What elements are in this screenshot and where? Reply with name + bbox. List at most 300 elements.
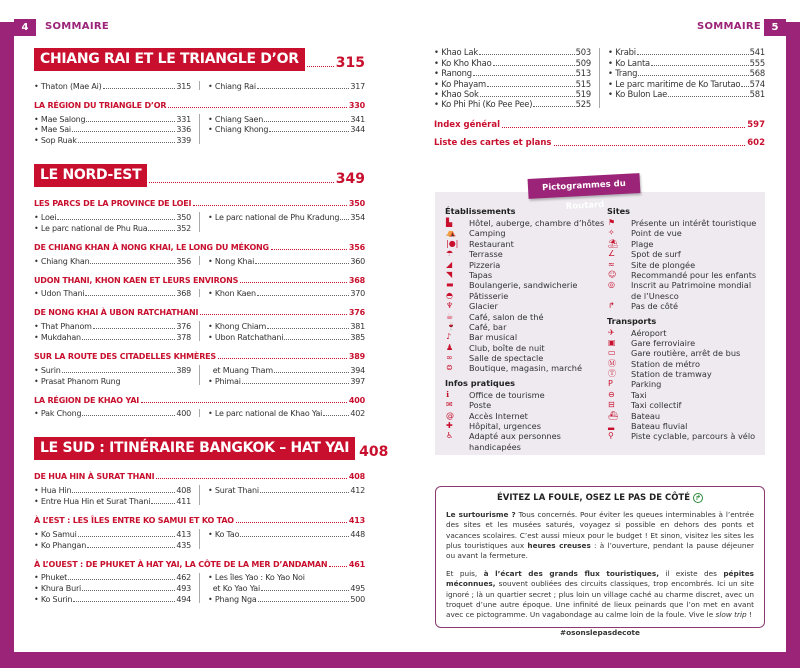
toc-entry[interactable] (34, 113, 191, 124)
toc-entry-page: 493 (176, 584, 191, 594)
toc-column-left (34, 364, 191, 386)
legend-item (607, 228, 756, 238)
toc-entry[interactable] (208, 572, 365, 583)
legend-item (607, 260, 756, 270)
train-icon: ▣ (608, 337, 616, 347)
dot-leader (193, 205, 347, 206)
toc-entry[interactable] (34, 320, 191, 331)
toc-column-left (434, 47, 591, 109)
callout-paragraph: Et puis, à l’écart des grands flux touristiques, il existe des pépites méconnues, souvent oubliées des circuits classiques, trop encombrés. Ici un site ignoré ; là un quartier secret ; plus loin un village caché au charme discret, avec un troquet d’une autre époque. Une infinité de lieux peinards que l’on met en avant avec ce pictogramme. Un vagabondage au calme loin de la foule. Vive le slow trip ! (446, 569, 754, 620)
toc-entry[interactable] (34, 331, 191, 342)
toc-column-left (34, 255, 191, 266)
legend-item (445, 270, 604, 280)
toc-columns (34, 408, 365, 419)
dot-leader (240, 536, 349, 537)
region-title: LA RÉGION DU TRIANGLE D’OR (34, 100, 167, 110)
dot-leader (78, 536, 176, 537)
toc-entry-text: et Ko Yao Yai (212, 584, 261, 594)
toc-entry-label: • Le parc national de Phu Rua (34, 223, 148, 233)
toc-entry-label: • Ranong (434, 68, 472, 79)
club-icon: ♟ (446, 342, 454, 352)
toc-entry[interactable] (208, 375, 365, 386)
table-of-contents-left (34, 48, 389, 611)
legend-item (445, 411, 604, 421)
toc-entry[interactable] (434, 47, 591, 57)
legend-item (607, 291, 756, 301)
legend-item (607, 239, 756, 249)
chapter-title: LE SUD : ITINÉRAIRE BANGKOK – HAT YAI (34, 437, 355, 460)
toc-entry-page: 509 (575, 57, 591, 68)
toc-entry-label: • Udon Thani (34, 289, 85, 299)
toc-entry-label: • That Phanom (34, 322, 92, 332)
legend-item (445, 332, 604, 342)
toc-entry-label: • Hua Hin (34, 486, 72, 496)
legend-label: Hôpital, urgences (469, 421, 541, 432)
toc-entry-text: Hua Hin (40, 486, 72, 496)
legend-item (445, 363, 604, 373)
dot-leader (257, 88, 349, 89)
toc-entry-page: 378 (176, 332, 191, 342)
toc-column-left (34, 80, 191, 91)
dot-leader (340, 219, 349, 220)
toc-entry[interactable] (208, 528, 365, 539)
column-divider (199, 81, 200, 90)
chapter-page: 349 (335, 171, 365, 188)
toc-entry[interactable] (34, 211, 191, 222)
toc-entry-label: • Mae Sai (34, 125, 71, 135)
dot-leader (267, 328, 349, 329)
tapas-icon: ◥ (446, 269, 453, 279)
legend-label: Aéroport (631, 327, 667, 338)
region-title: DE NONG KHAI À UBON RATCHATHANI (34, 308, 199, 318)
chapter-heading[interactable] (34, 48, 365, 71)
callout-hashtag: #osonslepasdecote (560, 628, 640, 638)
toc-column-right (208, 211, 365, 233)
restaurant-icon: |●| (446, 238, 459, 248)
toc-entry[interactable] (208, 124, 365, 135)
toc-entry-page: 356 (176, 256, 191, 266)
toc-column-right (208, 364, 365, 386)
toc-entry-text: Ko Phayam (441, 78, 487, 89)
legend-item (607, 348, 756, 358)
dot-leader (93, 328, 176, 329)
toc-entry[interactable] (208, 113, 365, 124)
dot-leader (479, 54, 575, 55)
toc-entry-text: Nong Khai (214, 256, 255, 266)
legend-label: Poste (469, 400, 492, 411)
dot-leader (329, 566, 346, 567)
toc-column-right (208, 80, 365, 91)
legend-item (445, 280, 604, 290)
legend-item (607, 280, 756, 290)
legend-item (445, 239, 604, 249)
legend-label: Pizzeria (469, 259, 501, 270)
toc-entry[interactable] (34, 528, 191, 539)
toc-entry[interactable] (434, 78, 591, 88)
toc-entry-page: 385 (350, 332, 365, 342)
toc-entry[interactable] (34, 484, 191, 495)
toc-entry[interactable] (208, 288, 365, 299)
column-divider (199, 289, 200, 298)
toc-entry-page: 462 (176, 573, 191, 583)
region-heading[interactable] (34, 393, 365, 405)
toc-entry[interactable] (208, 331, 365, 342)
dot-leader (284, 339, 349, 340)
dot-leader (638, 75, 748, 76)
legend-heading: Sites (607, 206, 631, 216)
spacer (34, 425, 365, 437)
region-heading[interactable] (34, 196, 365, 208)
toc-entry-page: 500 (350, 594, 365, 604)
legend-item (445, 400, 604, 410)
legend-label: Site de plongée (631, 259, 696, 270)
toc-entry[interactable] (34, 255, 191, 266)
music-icon: ♪ (446, 332, 452, 342)
no-icon (607, 291, 631, 301)
toc-entry-page: 389 (176, 365, 191, 375)
toc-column-right (208, 408, 365, 419)
tram-icon: Ⓣ (608, 369, 616, 379)
toc-entry-label: • Chiang Rai (208, 81, 256, 91)
toc-entry-text: Thaton (Mae Ai) (40, 81, 102, 91)
toc-column-right (208, 320, 365, 342)
toc-entry[interactable] (608, 47, 765, 57)
region-page: 356 (348, 242, 365, 252)
spacer (34, 152, 365, 164)
toc-entry-label: • Ubon Ratchathani (208, 332, 284, 342)
toc-entry[interactable] (34, 495, 191, 506)
dot-leader (236, 522, 347, 523)
callout-box (435, 486, 765, 638)
region-heading[interactable] (34, 240, 365, 252)
tea-icon: ☕ (446, 311, 454, 321)
legend-label: Terrasse (469, 249, 503, 260)
region-heading[interactable] (34, 273, 365, 285)
toc-entry-page: 381 (350, 322, 365, 332)
legend-label: Piste cyclable, parcours à vélo (631, 431, 756, 442)
legend-item (607, 301, 756, 311)
toc-column-right (208, 484, 365, 506)
terrace-icon: ☂ (446, 249, 454, 259)
dot-leader (90, 263, 175, 264)
legend-label: Café, bar (469, 321, 507, 332)
toc-entry-label: • Ko Bulon Lae (608, 88, 668, 99)
toc-entry-text: Ko Phi Phi (Ko Pee Pee) (441, 99, 533, 110)
running-head-right: SOMMAIRE (697, 21, 761, 32)
chapter-heading[interactable] (34, 164, 365, 187)
toc-entry[interactable] (34, 288, 191, 299)
legend-label: Spot de surf (631, 249, 681, 260)
legend-label: Taxi collectif (631, 400, 682, 411)
toc-entry-label: • Khao Lak (434, 47, 478, 58)
toc-entry[interactable] (608, 68, 765, 78)
toc-entry[interactable] (34, 364, 191, 375)
toc-columns (34, 255, 365, 266)
legend-item (607, 379, 756, 389)
legend-item (445, 442, 604, 452)
region-heading[interactable] (34, 349, 365, 361)
dot-leader (637, 54, 749, 55)
dot-leader (651, 65, 749, 66)
toc-entry-page: 494 (176, 594, 191, 604)
shared-taxi-icon: ⊟ (608, 400, 615, 410)
legend-label: Présente un intérêt touristique (631, 218, 757, 228)
toc-entry-page: 513 (575, 68, 591, 79)
legend-label: Salle de spectacle (469, 353, 544, 364)
legend-item (607, 369, 756, 379)
region-heading[interactable] (34, 513, 365, 525)
dot-leader (493, 65, 575, 66)
toc-entry-text: Chiang Saen (214, 114, 264, 124)
legend-item (607, 359, 756, 369)
dot-leader (307, 66, 334, 67)
toc-entry-text: Phimai (214, 376, 241, 386)
column-divider (199, 529, 200, 549)
wheelchair-icon: ♿ (446, 431, 454, 441)
dot-leader (554, 145, 746, 146)
toc-entry-page: 503 (575, 47, 591, 58)
toc-entry-text: Loei (40, 212, 57, 222)
legend-label: Office de tourisme (469, 389, 545, 400)
toc-entry-text: Phang Nga (214, 594, 257, 604)
toc-entry-label: • Les îles Yao : Ko Yao Noi (208, 573, 305, 583)
legend-item (445, 312, 604, 322)
hotel-icon: ▙ (446, 218, 453, 227)
toc-entry-label: • Ko Kho Khao (434, 57, 492, 68)
dot-leader (78, 142, 176, 143)
toc-entry-page: 352 (176, 223, 191, 233)
dot-leader (57, 219, 175, 220)
legend-item (607, 270, 756, 280)
toc-entry[interactable] (608, 78, 765, 88)
toc-entry[interactable] (434, 68, 591, 78)
toc-entry[interactable] (434, 99, 591, 109)
legend-item (445, 343, 604, 353)
toc-entry-page: 344 (350, 125, 365, 135)
callout-paragraph: Le surtourisme ? Tous concernés. Pour éviter les queues interminables à l’entrée des sites et les musées saturés, voyagez si possible en dehors des ponts et vacances scolaires. C’est aussi mieux pour le budget ! Et sinon, visitez les sites les plus touristiques aux heures creuses : à l’ouverture, pendant la pause déjeuner ou avant la fermeture. (446, 510, 754, 561)
toc-column-right (208, 255, 365, 266)
toc-entry-label: • Sop Ruak (34, 136, 77, 146)
legend-label: Station de tramway (631, 369, 712, 380)
column-divider (199, 114, 200, 144)
index-page: 602 (747, 138, 765, 149)
region-page: 408 (348, 472, 365, 482)
toc-entry-label: • Loei (34, 212, 57, 222)
toc-entry[interactable] (34, 582, 191, 593)
legend-label: Pâtisserie (469, 290, 509, 301)
toc-entry-label: • Khura Buri (34, 584, 82, 594)
viewpoint-icon: ✧ (608, 228, 615, 238)
toc-entry-label: • Nong Khai (208, 256, 255, 266)
toc-entry-label: • Chiang Khong (208, 125, 269, 135)
legend-item (445, 260, 604, 270)
toc-entry[interactable] (34, 539, 191, 550)
toc-entry-text: Phuket (40, 573, 68, 583)
legend-label: Parking (631, 379, 662, 390)
toc-entry-text: Khong Chiam (214, 322, 267, 332)
legend-label: Gare ferroviaire (631, 337, 696, 348)
legend-heading: Transports (607, 315, 657, 326)
taxi-icon: ⊖ (608, 389, 615, 399)
toc-entry-text: Sop Ruak (40, 136, 77, 146)
region-title: DE CHIANG KHAN À NONG KHAI, LE LONG DU MÉKONG (34, 242, 269, 252)
toc-entry-text: Prasat Phanom Rung (40, 376, 121, 386)
toc-entry[interactable] (434, 57, 591, 67)
no-icon (445, 442, 469, 452)
toc-entry[interactable] (434, 89, 591, 99)
dot-leader (168, 107, 347, 108)
region-heading[interactable] (34, 557, 365, 569)
toc-entry-label: • Mae Salong (34, 114, 86, 124)
toc-entry[interactable] (208, 80, 365, 91)
toc-columns (34, 320, 365, 342)
toc-entry-label (208, 366, 273, 375)
toc-entry-text: Krabi (615, 47, 636, 58)
shop-icon: ⊜ (446, 363, 453, 373)
toc-entry-text: Entre Hua Hin et Surat Thani (40, 496, 151, 506)
region-title: LA RÉGION DE KHAO YAI (34, 395, 140, 405)
toc-column-left (34, 484, 191, 506)
dot-leader (323, 415, 349, 416)
legend-label: de l’Unesco (631, 290, 679, 301)
toc-entry-label: • Phang Nga (208, 594, 257, 604)
toc-entry-text: Le parc maritime de Ko Tarutao (615, 78, 741, 89)
toc-entry-text: Ubon Ratchathani (214, 332, 284, 342)
toc-entry-text: Khao Lak (441, 47, 478, 58)
left-page-edge (0, 22, 14, 668)
toc-column-right (208, 288, 365, 299)
toc-entry-text: Trang (615, 68, 638, 79)
legend-label: Taxi (631, 389, 647, 400)
toc-entry[interactable] (208, 364, 365, 375)
toc-entry[interactable] (34, 124, 191, 135)
dot-leader (260, 492, 349, 493)
toc-entry-page: 448 (350, 529, 365, 539)
toc-entry-page: 408 (176, 486, 191, 496)
toc-column-right (208, 528, 365, 550)
camping-icon: ⛺ (446, 228, 456, 238)
toc-entry-page: 519 (575, 88, 591, 99)
legend-label: Recommandé pour les enfants (631, 269, 757, 280)
toc-entry-label: • Krabi (608, 47, 636, 58)
legend-label: Accès Internet (469, 410, 528, 421)
legend-item (607, 338, 756, 348)
legend-item (445, 431, 604, 441)
toc-entry[interactable] (208, 211, 365, 222)
callout-title: ÉVITEZ LA FOULE, OSEZ LE PAS DE CÔTÉ ↱ (446, 493, 754, 503)
metro-icon: Ⓜ (608, 358, 616, 368)
region-heading[interactable] (34, 469, 365, 481)
toc-entry[interactable] (208, 484, 365, 495)
toc-entry-page: 368 (176, 289, 191, 299)
toc-entry[interactable] (34, 593, 191, 604)
dot-leader (82, 339, 175, 340)
pictogram-legend (435, 192, 765, 455)
chapter-title: CHIANG RAI ET LE TRIANGLE D’OR (34, 48, 305, 71)
legend-item (445, 291, 604, 301)
page-number-right: 5 (764, 19, 786, 36)
toc-entry-page: 376 (176, 322, 191, 332)
dot-leader (149, 182, 333, 183)
toc-entry[interactable] (208, 582, 365, 593)
dot-leader (218, 358, 347, 359)
column-divider (199, 321, 200, 341)
dot-leader (502, 127, 745, 128)
legend-label: Glacier (469, 301, 498, 312)
toc-entry[interactable] (608, 89, 765, 99)
toc-entry-text: Le parc national de Phu Kradung (214, 212, 340, 222)
toc-entry[interactable] (34, 408, 191, 419)
legend-label: Inscrit au Patrimoine mondial (631, 280, 752, 291)
chapter-heading[interactable] (34, 437, 389, 461)
toc-column-left (34, 528, 191, 550)
region-title: À L’EST : LES ÎLES ENTRE KO SAMUI ET KO TAO (34, 515, 234, 525)
index-link[interactable] (434, 135, 765, 148)
legend-label: Restaurant (469, 238, 514, 249)
toc-entry[interactable] (208, 408, 365, 419)
toc-entry-label: • Khon Kaen (208, 289, 256, 299)
toc-entry-text: Surat Thani (214, 486, 259, 496)
toc-entry[interactable] (34, 572, 191, 583)
toc-column-right (208, 572, 365, 604)
region-heading[interactable] (34, 98, 365, 110)
legend-label: Bar musical (469, 332, 518, 343)
dot-leader (264, 121, 349, 122)
parking-icon: P (608, 379, 613, 389)
toc-entry[interactable] (208, 255, 365, 266)
toc-entry[interactable] (34, 80, 191, 91)
toc-entry[interactable] (208, 593, 365, 604)
toc-entry-text: Ko Tao (214, 529, 240, 539)
toc-entry-text: et Muang Tham (212, 365, 273, 375)
legend-label: Bateau (631, 410, 661, 421)
dot-leader (103, 88, 176, 89)
region-page: 376 (348, 308, 365, 318)
toc-entry-page: 555 (749, 57, 765, 68)
page-number-left: 4 (14, 19, 36, 36)
region-heading[interactable] (34, 305, 365, 317)
right-page-edge (786, 22, 800, 668)
column-divider (199, 256, 200, 265)
legend-label: Station de métro (631, 358, 700, 369)
toc-entry[interactable] (208, 320, 365, 331)
toc-entry[interactable] (34, 134, 191, 145)
region-page: 389 (348, 351, 365, 361)
index-link[interactable] (434, 117, 765, 130)
toc-entry-text: Pak Chong (40, 409, 82, 419)
pictogram-legend-title: Pictogrammes du Routard (528, 173, 641, 199)
legend-item (445, 218, 604, 228)
legend-item (607, 411, 756, 421)
toc-entry-page: 402 (350, 409, 365, 419)
info-icon: ℹ (446, 389, 450, 399)
toc-entry[interactable] (608, 57, 765, 67)
kids-icon: ☺ (608, 269, 617, 279)
toc-entry-text: Ko Lanta (615, 57, 650, 68)
toc-entry-text: Le parc national de Khao Yai (214, 409, 323, 419)
toc-entry[interactable] (34, 222, 191, 233)
toc-entry-page: 370 (350, 289, 365, 299)
toc-entry-page: 413 (176, 529, 191, 539)
toc-entry-text: Khao Sok (441, 88, 479, 99)
dot-leader (82, 415, 175, 416)
toc-entry-text: Ko Samui (40, 529, 77, 539)
region-page: 350 (348, 199, 365, 209)
toc-entry[interactable] (34, 375, 191, 386)
toc-entry-label: • Ko Phi Phi (Ko Pee Pee) (434, 99, 533, 110)
column-divider (199, 485, 200, 505)
toc-entry-text: Le parc national de Phu Rua (40, 223, 148, 233)
